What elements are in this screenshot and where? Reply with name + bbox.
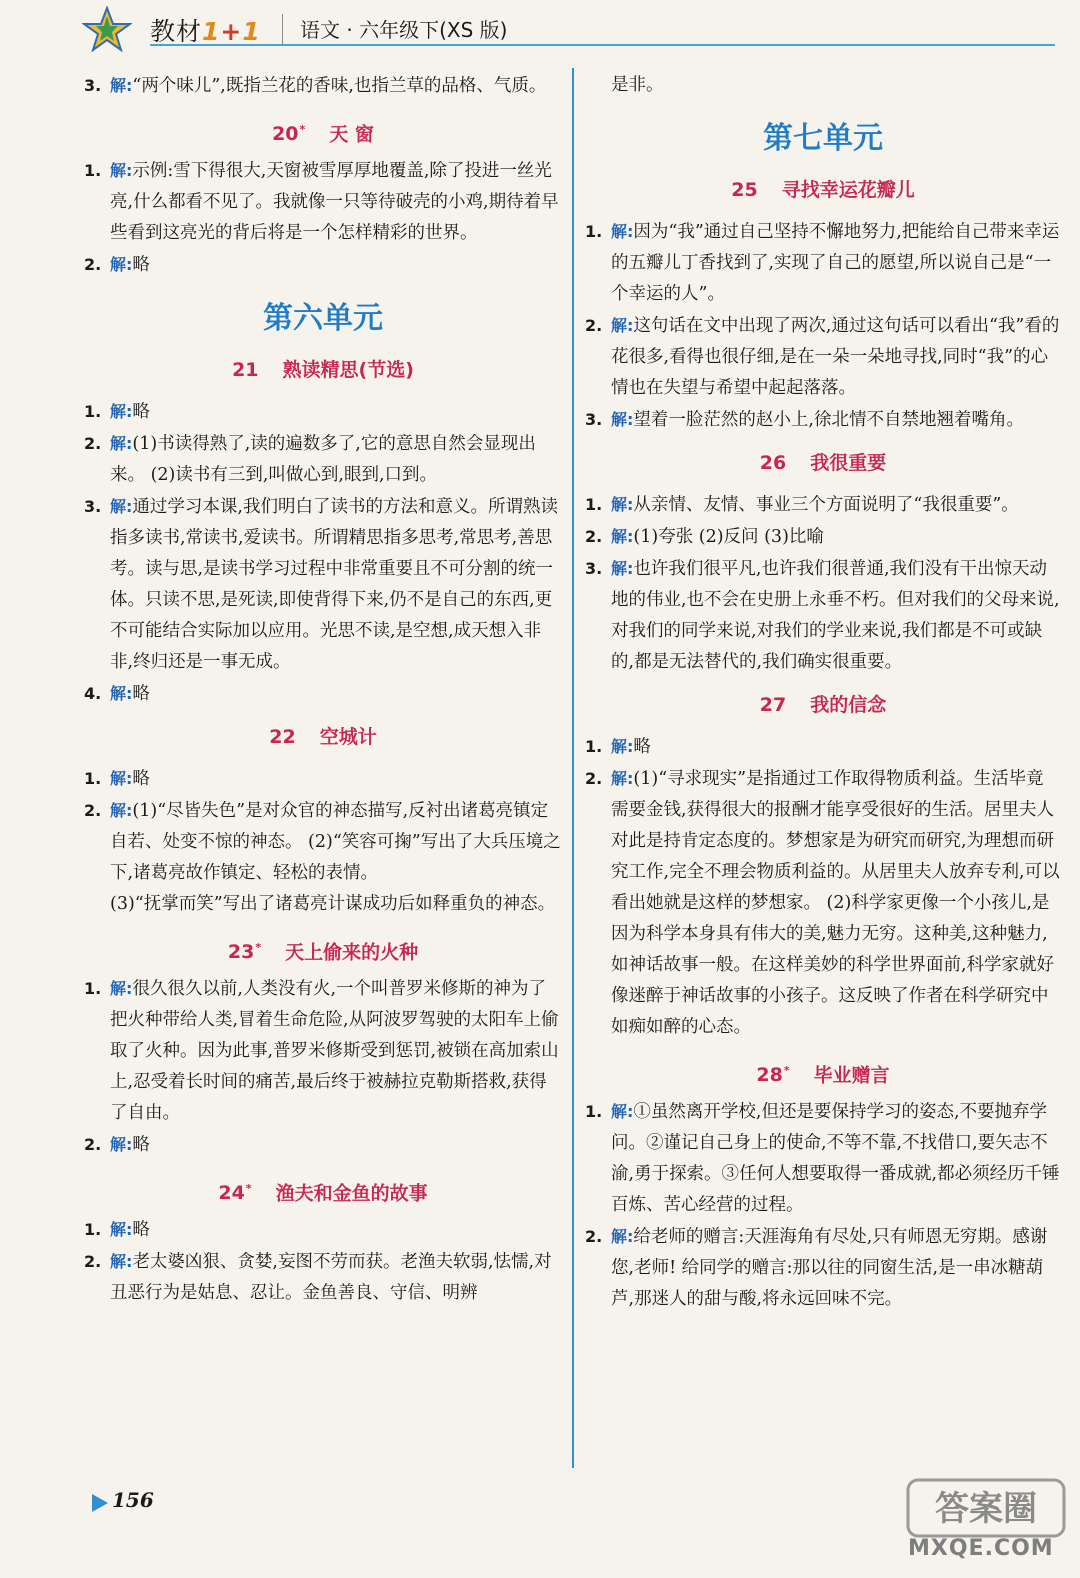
answer-continuation: (3)“抚掌而笑”写出了诸葛亮计谋成功后如释重负的神态。 (110, 894, 556, 914)
answer-item (585, 731, 1061, 763)
answer-label: 解: (611, 769, 634, 788)
item-number: 2. (84, 1252, 102, 1271)
page-arrow-icon (92, 1494, 108, 1512)
lesson-title: 我很重要 (810, 452, 887, 474)
answer-item (84, 491, 562, 678)
answer-item (84, 155, 562, 249)
item-number: 1. (585, 222, 603, 241)
svg-text:答案圈: 答案圈 (935, 1489, 1037, 1529)
answer-item (84, 1214, 562, 1246)
answer-item (585, 521, 1061, 553)
lesson-heading (84, 722, 562, 753)
unit-heading: 第六单元 (263, 301, 383, 336)
lesson-number: 26 (759, 452, 787, 474)
page-number: 156 (112, 1488, 154, 1512)
answer-item (585, 553, 1061, 678)
answer-text: (1)“寻求现实”是指通过工作取得物质利益。生活毕竟需要金钱,获得很大的报酬才能享受很好的生活。居里夫人对此是持肯定态度的。梦想家是为研究而研究,为理想而研究工作,完全不理会物质利益的。从居里夫人放弃专利,可以看出她就是这样的梦想家。 (2)科学家更像一个小孩儿,是因为科学本身具有伟大的美,魅力无穷。这种美,这种魅力,如神话故事一般。在这样美妙的科学世界面前,科学家就好像迷醉于神话故事的小孩子。这反映了作者在科学研究中如痴如醉的心态。 (611, 769, 1060, 1037)
item-number: 1. (84, 769, 102, 788)
lesson-title: 寻找幸运花瓣儿 (781, 179, 915, 201)
item-number: 1. (84, 979, 102, 998)
star-logo-icon (82, 6, 132, 52)
item-number: 2. (84, 801, 102, 820)
item-number: 3. (84, 497, 102, 516)
lesson-heading (585, 448, 1061, 479)
subject-label: 语文 · 六年级下(XS 版) (300, 18, 508, 42)
answer-label: 解: (611, 222, 634, 241)
answer-label: 解: (611, 1227, 634, 1246)
item-number: 1. (84, 402, 102, 421)
lesson-heading (84, 932, 562, 963)
answer-item (84, 1129, 562, 1161)
answer-label: 解: (110, 497, 133, 516)
lesson-title: 我的信念 (810, 694, 887, 716)
answer-item (585, 489, 1061, 521)
answer-label: 解: (110, 801, 133, 820)
item-number: 3. (84, 76, 102, 95)
answer-item (585, 310, 1061, 404)
answer-text: ①虽然离开学校,但还是要保持学习的姿态,不要抛弃学问。②谨记自己身上的使命,不等不靠,不找借口,要矢志不渝,勇于探索。③任何人想要取得一番成就,都必须经历千锤百炼、苦心经营的过程。 (611, 1102, 1060, 1215)
item-number: 1. (585, 1102, 603, 1121)
header-rule (150, 44, 1055, 46)
answer-text: 老太婆凶狠、贪婪,妄图不劳而获。老渔夫软弱,怯懦,对丑恶行为是姑息、忍让。金鱼善良、守信、明辨 (110, 1252, 552, 1303)
left-column (84, 70, 562, 1309)
answer-text: (1)书读得熟了,读的遍数多了,它的意思自然会显现出来。 (2)读书有三到,叫做心到,眼到,口到。 (110, 434, 536, 485)
lesson-title: 渔夫和金鱼的故事 (275, 1182, 428, 1205)
item-number: 2. (585, 316, 603, 335)
item-number: 2. (84, 1135, 102, 1154)
answer-item (84, 428, 562, 491)
item-number: 1. (585, 495, 603, 514)
item-number: 2. (585, 1227, 603, 1246)
item-number: 2. (84, 434, 102, 453)
answer-text: 略 (132, 1135, 150, 1155)
answer-text: (1)夸张 (2)反问 (3)比喻 (633, 527, 824, 547)
item-number: 1. (585, 737, 603, 756)
lesson-number: 25 (731, 179, 758, 201)
watermark-logo (906, 1476, 1066, 1540)
answer-item (585, 763, 1061, 1043)
lesson-heading (585, 1055, 1061, 1086)
answer-text: 略 (132, 402, 150, 422)
item-number: 2. (84, 255, 102, 274)
answer-item (84, 396, 562, 428)
answer-item (84, 795, 562, 889)
answer-text: 略 (132, 255, 150, 275)
answer-label: 解: (110, 1220, 133, 1239)
lesson-number: 21 (232, 359, 259, 381)
item-number: 4. (84, 684, 102, 703)
answer-label: 解: (110, 402, 133, 421)
answer-item (585, 1221, 1061, 1315)
lesson-heading (84, 1173, 562, 1204)
lesson-title: 天 窗 (329, 123, 374, 146)
lesson-number: 22 (269, 726, 296, 748)
lesson-heading (84, 114, 562, 145)
answer-label: 解: (110, 1252, 133, 1271)
answer-text: 略 (132, 684, 150, 704)
lesson-title: 熟读精思(节选) (282, 359, 414, 381)
answer-item (585, 1096, 1061, 1221)
answer-item (585, 216, 1061, 310)
answer-text: 给老师的赠言:天涯海角有尽处,只有师恩无穷期。感谢您,老师! 给同学的赠言:那以往的同窗生活,是一串冰糖葫芦,那迷人的甜与酸,将永远回味不完。 (611, 1227, 1048, 1309)
answer-text: 很久很久以前,人类没有火,一个叫普罗米修斯的神为了把火种带给人类,冒着生命危险,从阿波罗驾驶的太阳车上偷取了火种。因为此事,普罗米修斯受到惩罚,被锁在高加索山上,忍受着长时间的痛苦,最后终于被赫拉克勒斯搭救,获得了自由。 (110, 979, 559, 1123)
answer-label: 解: (110, 769, 133, 788)
answer-text: 从亲情、友情、事业三个方面说明了“我很重要”。 (633, 495, 1019, 515)
item-number: 1. (84, 1220, 102, 1239)
lesson-title: 空城计 (319, 726, 377, 748)
answer-item (84, 1246, 562, 1309)
answer-label: 解: (110, 684, 133, 703)
answer-label: 解: (611, 527, 634, 546)
lesson-number: 24* (218, 1182, 252, 1205)
lesson-number: 27 (759, 694, 787, 716)
lesson-heading (84, 355, 562, 386)
answer-text: 因为“我”通过自己坚持不懈地努力,把能给自己带来幸运的五瓣儿丁香找到了,实现了自己的愿望,所以说自己是“一个幸运的人”。 (611, 222, 1060, 304)
answer-label: 解: (110, 255, 133, 274)
answer-item (84, 973, 562, 1129)
item-number: 1. (84, 161, 102, 180)
answer-text: 略 (132, 1220, 150, 1240)
page-header (0, 0, 1080, 56)
answer-label: 解: (611, 316, 634, 335)
answer-label: 解: (611, 495, 634, 514)
answer-label: 解: (110, 76, 133, 95)
answer-label: 解: (110, 979, 133, 998)
answer-text: 略 (633, 737, 651, 757)
answer-item (585, 404, 1061, 436)
answer-label: 解: (611, 410, 634, 429)
lesson-heading (585, 690, 1061, 721)
column-divider (572, 68, 574, 1468)
lesson-heading (585, 175, 1061, 206)
answer-label: 解: (611, 737, 634, 756)
answer-text: 望着一脸茫然的赵小上,徐北情不自禁地翘着嘴角。 (633, 410, 1024, 430)
answer-label: 解: (611, 559, 634, 578)
header-separator (282, 14, 283, 44)
lesson-title: 毕业赠言 (813, 1064, 890, 1087)
answer-item (84, 249, 562, 281)
lesson-title: 天上偷来的火种 (285, 941, 419, 964)
answer-text: (1)“尽皆失色”是对众官的神态描写,反衬出诸葛亮镇定自若、处变不惊的神态。 (2)“笑容可掬”写出了大兵压境之下,诸葛亮故作镇定、轻松的表情。 (110, 801, 561, 883)
item-number: 2. (585, 769, 603, 788)
item-number: 3. (585, 410, 603, 429)
brand-title: 教材1+1 (150, 17, 261, 46)
item-number: 2. (585, 527, 603, 546)
answer-label: 解: (110, 434, 133, 453)
right-column (585, 70, 1061, 1315)
answer-text: 也许我们很平凡,也许我们很普通,我们没有干出惊天动地的伟业,也不会在史册上永垂不朽。但对我们的父母来说,对我们的同学来说,对我们的学业来说,我们都是不可或缺的,都是无法替代的,我们确实很重要。 (611, 559, 1060, 672)
answer-label: 解: (611, 1102, 634, 1121)
answer-item (84, 70, 562, 102)
item-number: 3. (585, 559, 603, 578)
answer-text: 示例:雪下得很大,天窗被雪厚厚地覆盖,除了投进一丝光亮,什么都看不见了。我就像一只等待破壳的小鸡,期待着早些看到这亮光的背后将是一个怎样精彩的世界。 (110, 161, 559, 243)
answer-text: 通过学习本课,我们明白了读书的方法和意义。所谓熟读指多读书,常读书,爱读书。所谓精思指多思考,常思考,善思考。读与思,是读书学习过程中非常重要且不可分割的统一体。只读不思,是死读,即使背得下来,仍不是自己的东西,更不可能结合实际加以应用。光思不读,是空想,成天想入非非,终归还是一事无成。 (110, 497, 558, 672)
unit-heading: 第七单元 (763, 121, 883, 156)
lesson-number: 23* (227, 941, 262, 964)
answer-text: 略 (132, 769, 150, 789)
answer-text: 这句话在文中出现了两次,通过这句话可以看出“我”看的花很多,看得也很仔细,是在一朵一朵地寻找,同时“我”的心情也在失望与希望中起起落落。 (611, 316, 1060, 398)
answer-label: 解: (110, 1135, 133, 1154)
watermark-url: MXQE.COM (908, 1536, 1054, 1561)
answer-text: “两个味儿”,既指兰花的香味,也指兰草的品格、气质。 (132, 76, 547, 96)
answer-label: 解: (110, 161, 133, 180)
lesson-number: 20* (272, 123, 306, 146)
answer-item (84, 678, 562, 710)
answer-item (84, 763, 562, 795)
answer-continuation: 是非。 (611, 75, 664, 95)
lesson-number: 28* (756, 1064, 790, 1087)
